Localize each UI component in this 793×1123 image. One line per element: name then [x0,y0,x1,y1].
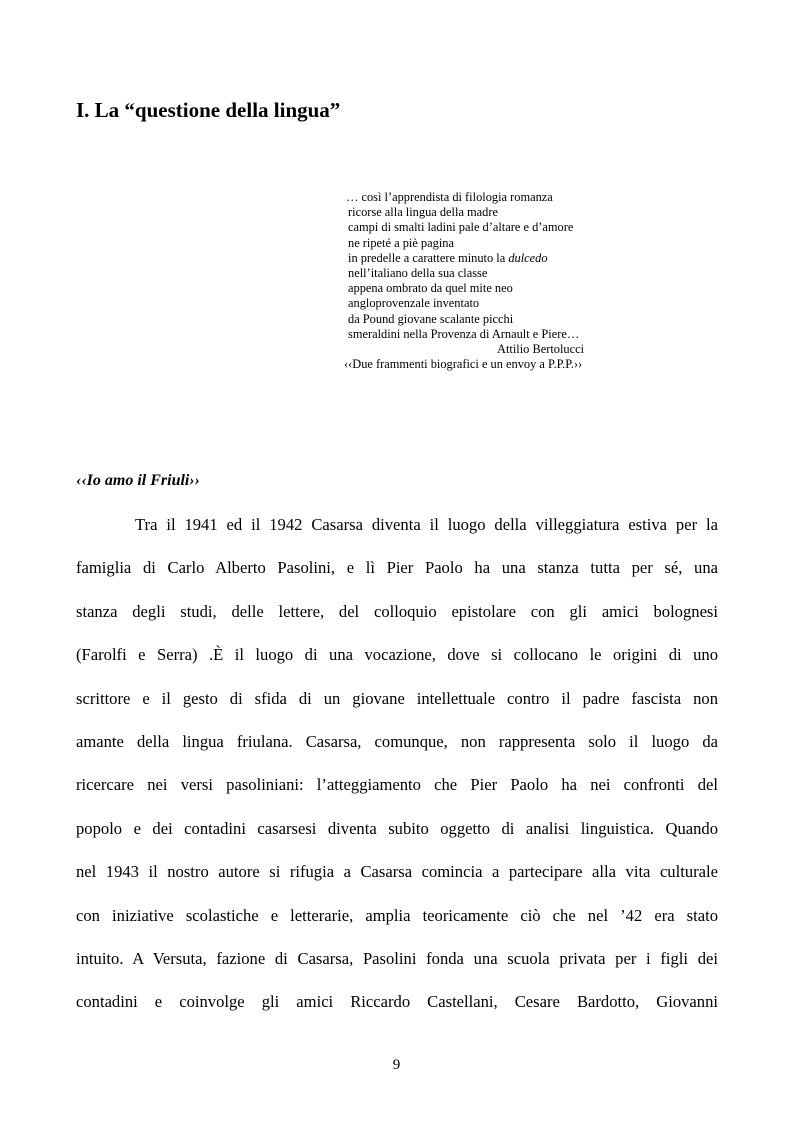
paragraph-line: famiglia di Carlo Alberto Pasolini, e lì Pier Paolo ha una stanza tutta per sé, una [76,558,718,578]
epigraph-line [344,251,624,266]
epigraph-line: campi di smalti ladini pale d’altare e d’amore [348,220,574,235]
epigraph-line: … così l’apprendista di filologia romanza [346,190,553,204]
paragraph-line: amante della lingua friulana. Casarsa, comunque, non rappresenta solo il luogo da [76,731,718,751]
page-number: 9 [392,1057,401,1073]
paragraph-line: stanza degli studi, delle lettere, del colloquio epistolare con gli amici bolognesi [76,601,718,621]
epigraph-line: smeraldini nella Provenza di Arnault e Piere… [348,326,580,341]
epigraph-author: Attilio Bertolucci [497,342,585,357]
paragraph-line: popolo e dei contadini casarsesi diventa subito oggetto di analisi linguistica. Quando [76,818,718,838]
paragraph-line: contadini e coinvolge gli amici Riccardo Castellani, Cesare Bardotto, Giovanni [76,992,718,1012]
epigraph-line-text: in predelle a carattere minuto la [348,250,506,265]
chapter-title: I. La “questione della lingua” [76,98,341,122]
body-paragraph [76,512,718,1033]
section-title: ‹‹Io amo il Friuli›› [76,472,201,489]
epigraph-source: ‹‹Due frammenti biografici e un envoy a P.P.P.›› [344,357,583,372]
epigraph-line: da Pound giovane scalante picchi [348,311,514,326]
epigraph-italic-word: dulcedo [508,250,548,265]
paragraph-line: con iniziative scolastiche e letterarie, amplia teoricamente ciò che nel ’42 era stato [76,905,718,925]
epigraph-line: appena ombrato da quel mite neo [348,281,513,296]
paragraph-line: (Farolfi e Serra) .È il luogo di una vocazione, dove si collocano le origini di uno [76,645,718,665]
epigraph-line: ricorse alla lingua della madre [348,205,498,220]
paragraph-line: intuito. A Versuta, fazione di Casarsa, Pasolini fonda una scuola privata per i figli dei [76,948,718,968]
epigraph-line: ne ripeté a piè pagina [348,235,454,250]
paragraph-line: Tra il 1941 ed il 1942 Casarsa diventa il luogo della villeggiatura estiva per la [135,515,718,534]
epigraph [344,190,624,372]
paragraph-line: scrittore e il gesto di sfida di un giovane intellettuale contro il padre fascista non [76,688,718,708]
paragraph-line: nel 1943 il nostro autore si rifugia a Casarsa comincia a partecipare alla vita culturale [76,862,718,882]
epigraph-line: nell’italiano della sua classe [348,266,488,281]
epigraph-line: angloprovenzale inventato [348,296,480,311]
paragraph-line: ricercare nei versi pasoliniani: l’atteggiamento che Pier Paolo ha nei confronti del [76,775,718,795]
